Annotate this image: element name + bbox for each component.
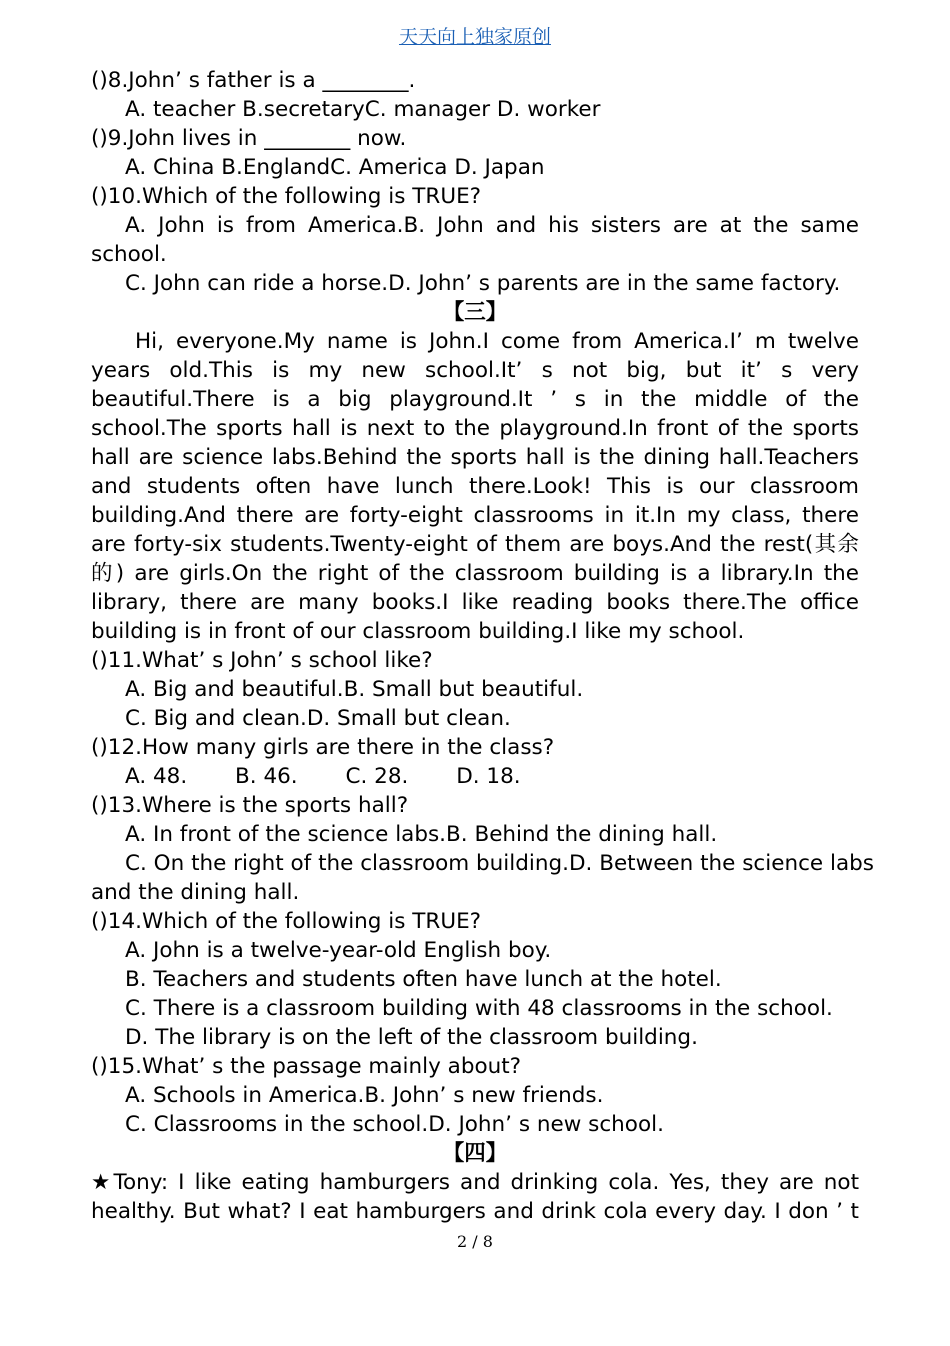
question-14-option-c: C. There is a classroom building with 48 classrooms in the school. [125,996,833,1021]
question-13: ()13.Where is the sports hall? [91,793,409,818]
question-11: ()11.What’ s John’ s school like? [91,648,433,673]
question-12-options: A. 48. B. 46. C. 28. D. 18. [125,764,521,789]
question-8-options: A. teacher B.secretaryC. manager D. worker [125,97,601,122]
section-4-line-1: ★Tony: I like eating hamburgers and drinking cola. Yes, they are not [91,1170,859,1195]
question-15-options-cd: C. Classrooms in the school.D. John’ s new school. [125,1112,664,1137]
section-4-line-2: healthy. But what? I eat hamburgers and drink cola every day. I don ’ t [91,1199,859,1224]
section-heading-4: 【四】 [442,1141,508,1166]
question-15-options-ab: A. Schools in America.B. John’ s new friends. [125,1083,604,1108]
question-10-options-ab-cont: school. [91,242,167,267]
question-10-options-cd: C. John can ride a horse.D. John’ s parents are in the same factory. [125,271,841,296]
question-14-option-a: A. John is a twelve-year-old English boy. [125,938,552,963]
page-number: 2 / 8 [457,1232,493,1251]
question-15: ()15.What’ s the passage mainly about? [91,1054,522,1079]
question-11-options-cd: C. Big and clean.D. Small but clean. [125,706,511,731]
question-14-option-d: D. The library is on the left of the classroom building. [125,1025,698,1050]
question-8: ()8.John’ s father is a ________. [91,68,416,93]
question-12: ()12.How many girls are there in the class? [91,735,555,760]
question-13-options-cd: C. On the right of the classroom building.D. Between the science labs [125,851,874,876]
header-title[interactable]: 天天向上独家原创 [398,26,551,48]
question-9-options: A. China B.EnglandC. America D. Japan [125,155,545,180]
question-10-options-ab: A. John is from America.B. John and his sisters are at the same [125,213,859,238]
section-heading-3: 【三】 [442,300,508,325]
page-header [0,22,950,49]
question-10: ()10.Which of the following is TRUE? [91,184,482,209]
question-9: ()9.John lives in ________ now. [91,126,407,151]
question-13-options-ab: A. In front of the science labs.B. Behind the dining hall. [125,822,718,847]
question-11-options-ab: A. Big and beautiful.B. Small but beautiful. [125,677,584,702]
question-14: ()14.Which of the following is TRUE? [91,909,482,934]
passage-3-text: Hi, everyone.My name is John.I come from America.I’ m twelve years old.This is my new school.It’ s not big, but it’ s very beautiful.There is a big playground.It ’ s in the middle of the school.The sports hall is next to the playground.In front of the sports hall are science labs.Behind the sports hall is the dining hall.Teachers and students often have lunch there.Look! This is our classroom building.And there are forty-eight classrooms in it.In my class, there are forty-six students.Twenty-eight of them are boys.And the rest(其余的) are girls.On the right of the classroom building is a library.In the library, there are many books.I like reading books there.The office building is in front of our classroom building.I like my school. [91,329,859,644]
question-14-option-b: B. Teachers and students often have lunch at the hotel. [125,967,722,992]
question-13-options-cont: and the dining hall. [91,880,300,905]
document-body [91,66,874,1226]
passage-3 [91,327,859,646]
